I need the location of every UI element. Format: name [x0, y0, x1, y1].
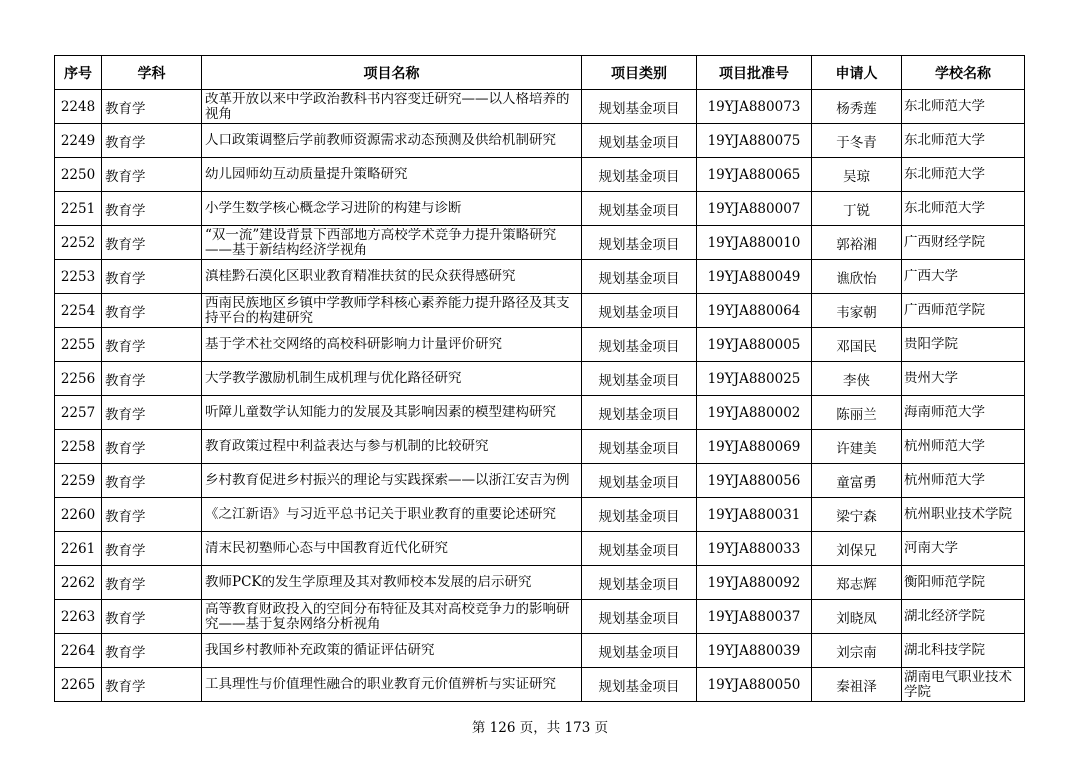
row-school-name-text: 衡阳师范学院 [904, 575, 985, 590]
row-project-name [202, 362, 582, 396]
table-row [55, 90, 1025, 124]
table-row [55, 396, 1025, 430]
row-index: 2265 [55, 668, 102, 702]
row-school-name [902, 396, 1025, 430]
row-school-name-text: 海南师范大学 [904, 405, 985, 420]
row-approval-number: 19YJA880005 [697, 328, 812, 362]
table-row [55, 498, 1025, 532]
row-project-type: 规划基金项目 [582, 396, 697, 430]
row-approval-number: 19YJA880002 [697, 396, 812, 430]
row-applicant: 陈丽兰 [812, 396, 902, 430]
row-school-name [902, 600, 1025, 634]
row-project-type: 规划基金项目 [582, 668, 697, 702]
row-school-name [902, 158, 1025, 192]
row-approval-number: 19YJA880056 [697, 464, 812, 498]
row-applicant: 于冬青 [812, 124, 902, 158]
row-applicant: 丁锐 [812, 192, 902, 226]
header-project-name: 项目名称 [202, 56, 582, 90]
row-applicant: 郭裕湘 [812, 226, 902, 260]
row-approval-number: 19YJA880031 [697, 498, 812, 532]
row-project-type: 规划基金项目 [582, 158, 697, 192]
row-applicant: 刘晓凤 [812, 600, 902, 634]
row-school-name [902, 430, 1025, 464]
row-project-name-text: 教师PCK的发生学原理及其对教师校本发展的启示研究 [205, 575, 532, 590]
row-project-name [202, 532, 582, 566]
row-project-type: 规划基金项目 [582, 260, 697, 294]
row-applicant: 梁宁森 [812, 498, 902, 532]
row-project-type: 规划基金项目 [582, 124, 697, 158]
row-school-name [902, 634, 1025, 668]
row-approval-number: 19YJA880010 [697, 226, 812, 260]
row-discipline: 教育学 [102, 498, 202, 532]
row-index: 2258 [55, 430, 102, 464]
row-school-name-text: 湖北经济学院 [904, 609, 985, 624]
row-school-name-text: 杭州师范大学 [904, 439, 985, 454]
row-school-name-text: 湖北科技学院 [904, 643, 985, 658]
table-row [55, 328, 1025, 362]
row-project-type: 规划基金项目 [582, 226, 697, 260]
row-index: 2264 [55, 634, 102, 668]
row-approval-number: 19YJA880075 [697, 124, 812, 158]
header-applicant: 申请人 [812, 56, 902, 90]
row-school-name-text: 广西大学 [904, 269, 958, 284]
row-school-name-text: 广西财经学院 [904, 235, 985, 250]
row-index: 2256 [55, 362, 102, 396]
row-approval-number: 19YJA880064 [697, 294, 812, 328]
row-project-name-text: 改革开放以来中学政治教科书内容变迁研究——以人格培养的视角 [205, 91, 570, 122]
row-project-name [202, 260, 582, 294]
row-school-name-text: 贵州大学 [904, 371, 958, 386]
row-project-name-text: 大学教学激励机制生成机理与优化路径研究 [205, 371, 462, 386]
row-approval-number: 19YJA880039 [697, 634, 812, 668]
row-school-name-text: 东北师范大学 [904, 99, 985, 114]
row-school-name-text: 东北师范大学 [904, 167, 985, 182]
row-school-name-text: 东北师范大学 [904, 133, 985, 148]
row-project-name [202, 124, 582, 158]
table-row [55, 600, 1025, 634]
row-discipline: 教育学 [102, 362, 202, 396]
table-row [55, 362, 1025, 396]
row-applicant: 刘保兄 [812, 532, 902, 566]
row-project-name [202, 396, 582, 430]
row-approval-number: 19YJA880037 [697, 600, 812, 634]
row-project-name [202, 192, 582, 226]
row-project-name-text: 人口政策调整后学前教师资源需求动态预测及供给机制研究 [205, 133, 556, 148]
row-project-name [202, 566, 582, 600]
row-project-name [202, 90, 582, 124]
row-school-name-text: 杭州师范大学 [904, 473, 985, 488]
row-discipline: 教育学 [102, 328, 202, 362]
header-approval-number: 项目批准号 [697, 56, 812, 90]
row-project-name [202, 294, 582, 328]
row-discipline: 教育学 [102, 634, 202, 668]
row-discipline: 教育学 [102, 226, 202, 260]
row-project-type: 规划基金项目 [582, 90, 697, 124]
row-applicant: 吴琼 [812, 158, 902, 192]
row-project-name [202, 634, 582, 668]
row-school-name [902, 90, 1025, 124]
row-discipline: 教育学 [102, 260, 202, 294]
row-project-name-text: 西南民族地区乡镇中学教师学科核心素养能力提升路径及其支持平台的构建研究 [205, 295, 570, 326]
row-applicant: 谯欣怡 [812, 260, 902, 294]
row-applicant: 刘宗南 [812, 634, 902, 668]
row-index: 2248 [55, 90, 102, 124]
table-row [55, 124, 1025, 158]
row-project-name [202, 600, 582, 634]
row-index: 2252 [55, 226, 102, 260]
table-row [55, 260, 1025, 294]
row-project-type: 规划基金项目 [582, 498, 697, 532]
row-project-type: 规划基金项目 [582, 634, 697, 668]
row-project-name-text: 滇桂黔石漠化区职业教育精准扶贫的民众获得感研究 [205, 269, 516, 284]
row-school-name [902, 532, 1025, 566]
row-project-name-text: 《之江新语》与习近平总书记关于职业教育的重要论述研究 [205, 507, 556, 522]
table-row [55, 464, 1025, 498]
row-applicant: 邓国民 [812, 328, 902, 362]
table-header-row [55, 56, 1025, 90]
row-school-name [902, 226, 1025, 260]
row-index: 2253 [55, 260, 102, 294]
row-project-name [202, 498, 582, 532]
row-discipline: 教育学 [102, 566, 202, 600]
row-index: 2255 [55, 328, 102, 362]
row-applicant: 童富勇 [812, 464, 902, 498]
row-school-name [902, 124, 1025, 158]
row-discipline: 教育学 [102, 90, 202, 124]
row-school-name [902, 192, 1025, 226]
row-index: 2251 [55, 192, 102, 226]
row-project-name [202, 328, 582, 362]
row-applicant: 杨秀莲 [812, 90, 902, 124]
row-project-name-text: 清末民初塾师心态与中国教育近代化研究 [205, 541, 448, 556]
row-school-name [902, 566, 1025, 600]
row-school-name [902, 260, 1025, 294]
row-approval-number: 19YJA880025 [697, 362, 812, 396]
row-school-name-text: 杭州职业技术学院 [904, 507, 1012, 522]
header-discipline: 学科 [102, 56, 202, 90]
row-school-name [902, 362, 1025, 396]
row-applicant: 秦祖泽 [812, 668, 902, 702]
row-school-name [902, 464, 1025, 498]
row-project-type: 规划基金项目 [582, 362, 697, 396]
row-project-type: 规划基金项目 [582, 464, 697, 498]
row-project-name [202, 430, 582, 464]
page-footer: 第 126 页，共 173 页 [471, 720, 609, 736]
row-school-name-text: 东北师范大学 [904, 201, 985, 216]
table-row [55, 430, 1025, 464]
header-project-type: 项目类别 [582, 56, 697, 90]
row-project-name-text: 小学生数学核心概念学习进阶的构建与诊断 [205, 201, 462, 216]
row-index: 2259 [55, 464, 102, 498]
table-row [55, 634, 1025, 668]
row-discipline: 教育学 [102, 430, 202, 464]
table-row [55, 226, 1025, 260]
row-project-type: 规划基金项目 [582, 532, 697, 566]
row-project-name-text: “双一流”建设背景下西部地方高校学术竞争力提升策略研究——基于新结构经济学视角 [205, 227, 557, 258]
row-project-name [202, 668, 582, 702]
row-project-name-text: 教育政策过程中利益表达与参与机制的比较研究 [205, 439, 489, 454]
row-index: 2261 [55, 532, 102, 566]
row-approval-number: 19YJA880092 [697, 566, 812, 600]
row-project-type: 规划基金项目 [582, 600, 697, 634]
row-discipline: 教育学 [102, 158, 202, 192]
table-row [55, 532, 1025, 566]
row-approval-number: 19YJA880050 [697, 668, 812, 702]
row-school-name-text: 贵阳学院 [904, 337, 958, 352]
row-school-name [902, 498, 1025, 532]
row-project-type: 规划基金项目 [582, 566, 697, 600]
row-approval-number: 19YJA880049 [697, 260, 812, 294]
row-applicant: 李侠 [812, 362, 902, 396]
row-project-name-text: 高等教育财政投入的空间分布特征及其对高校竞争力的影响研究——基于复杂网络分析视角 [205, 601, 570, 632]
row-project-type: 规划基金项目 [582, 328, 697, 362]
row-applicant: 韦家朝 [812, 294, 902, 328]
row-index: 2262 [55, 566, 102, 600]
row-discipline: 教育学 [102, 600, 202, 634]
row-project-name-text: 幼儿园师幼互动质量提升策略研究 [205, 167, 408, 182]
row-index: 2250 [55, 158, 102, 192]
row-school-name [902, 294, 1025, 328]
row-project-name [202, 158, 582, 192]
row-discipline: 教育学 [102, 124, 202, 158]
row-project-name-text: 听障儿童数学认知能力的发展及其影响因素的模型建构研究 [205, 405, 556, 420]
row-discipline: 教育学 [102, 532, 202, 566]
row-applicant: 许建美 [812, 430, 902, 464]
row-school-name-text: 河南大学 [904, 541, 958, 556]
row-school-name [902, 668, 1025, 702]
row-school-name-text: 湖南电气职业技术学院 [904, 669, 1012, 700]
row-approval-number: 19YJA880033 [697, 532, 812, 566]
row-project-name-text: 乡村教育促进乡村振兴的理论与实践探索——以浙江安吉为例 [205, 473, 570, 488]
row-discipline: 教育学 [102, 294, 202, 328]
header-school-name: 学校名称 [902, 56, 1025, 90]
row-project-name-text: 基于学术社交网络的高校科研影响力计量评价研究 [205, 337, 502, 352]
row-school-name-text: 广西师范学院 [904, 303, 985, 318]
row-project-name-text: 我国乡村教师补充政策的循证评估研究 [205, 643, 435, 658]
row-school-name [902, 328, 1025, 362]
row-index: 2257 [55, 396, 102, 430]
row-index: 2263 [55, 600, 102, 634]
table-body [55, 90, 1025, 702]
row-project-name [202, 226, 582, 260]
row-discipline: 教育学 [102, 396, 202, 430]
row-project-type: 规划基金项目 [582, 294, 697, 328]
row-project-type: 规划基金项目 [582, 192, 697, 226]
table-row [55, 158, 1025, 192]
row-approval-number: 19YJA880069 [697, 430, 812, 464]
table-row [55, 566, 1025, 600]
row-project-type: 规划基金项目 [582, 430, 697, 464]
row-project-name [202, 464, 582, 498]
row-discipline: 教育学 [102, 668, 202, 702]
header-index: 序号 [55, 56, 102, 90]
row-discipline: 教育学 [102, 464, 202, 498]
table-row [55, 192, 1025, 226]
row-index: 2254 [55, 294, 102, 328]
row-discipline: 教育学 [102, 192, 202, 226]
project-table [54, 55, 1025, 702]
row-project-name-text: 工具理性与价值理性融合的职业教育元价值辨析与实证研究 [205, 677, 556, 692]
table-row [55, 668, 1025, 702]
row-index: 2249 [55, 124, 102, 158]
table-row [55, 294, 1025, 328]
row-index: 2260 [55, 498, 102, 532]
row-approval-number: 19YJA880073 [697, 90, 812, 124]
row-approval-number: 19YJA880007 [697, 192, 812, 226]
row-applicant: 郑志辉 [812, 566, 902, 600]
row-approval-number: 19YJA880065 [697, 158, 812, 192]
